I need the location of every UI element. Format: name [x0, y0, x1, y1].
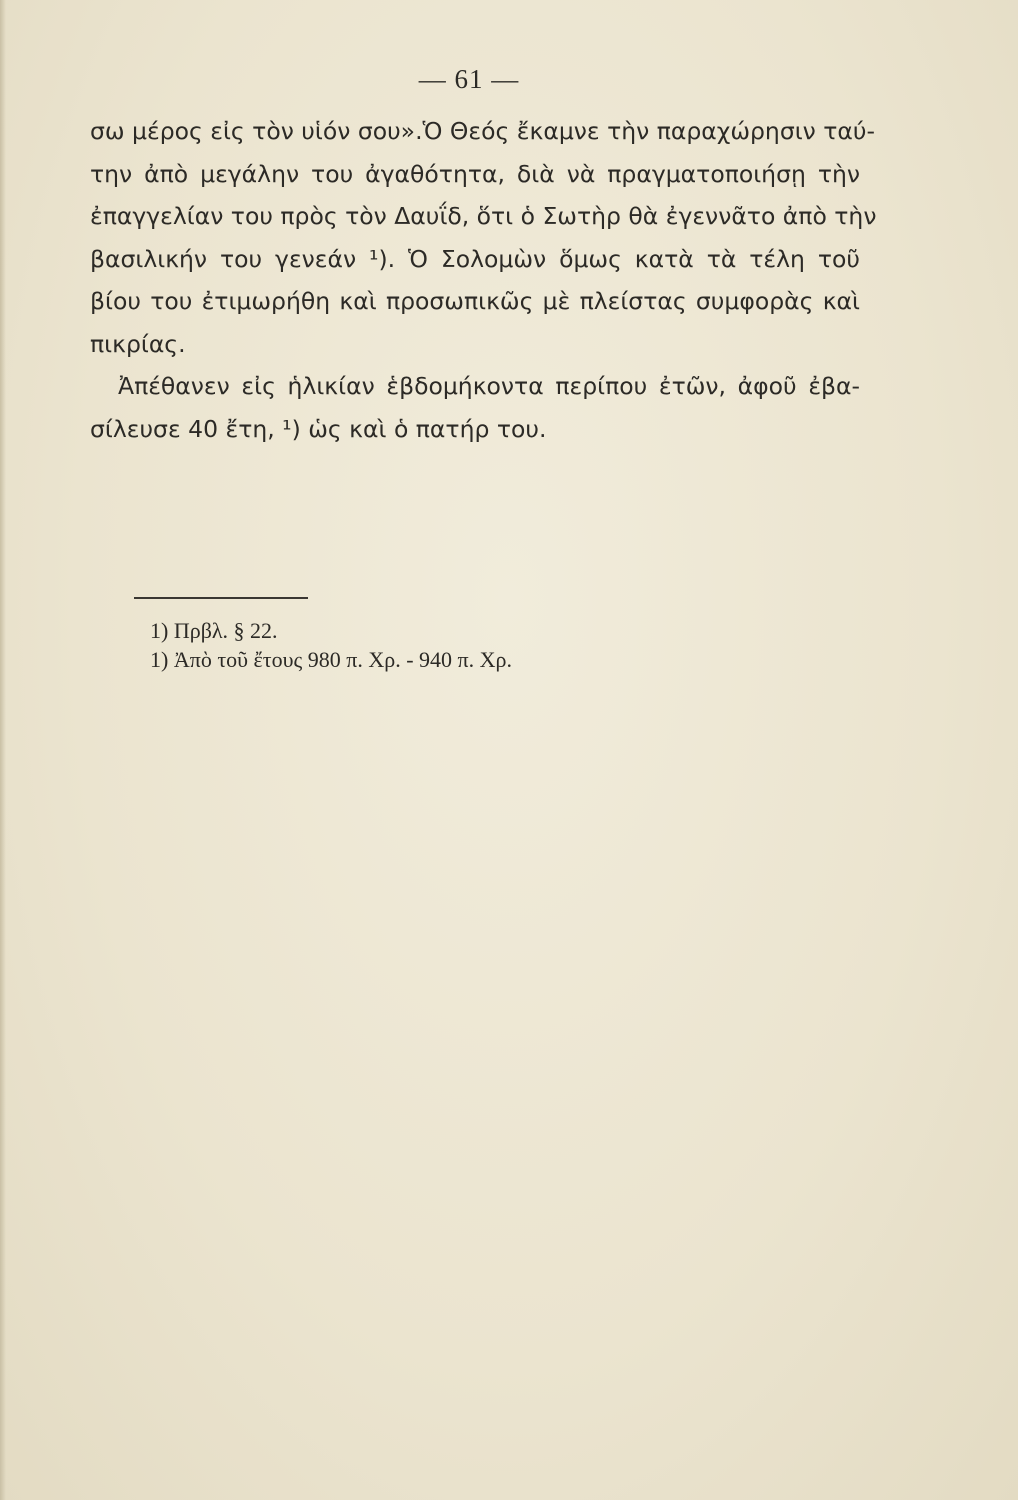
text-line: πικρίας. — [90, 329, 186, 358]
footnote-separator — [134, 597, 308, 599]
footnotes — [150, 616, 512, 674]
text-line: βασιλικήν του γενεάν ¹). Ὁ Σολομὼν ὅμως κατὰ τὰ τέλη τοῦ — [90, 244, 860, 273]
footnote: 1) Πρβλ. § 22. — [150, 618, 278, 643]
text-line: σίλευσε 40 ἔτη, ¹) ὡς καὶ ὁ πατήρ του. — [90, 414, 547, 443]
footnote: 1) Ἀπὸ τοῦ ἔτους 980 π. Χρ. - 940 π. Χρ. — [150, 647, 513, 672]
main-text-block — [90, 110, 877, 450]
page-number: — 61 — — [418, 64, 520, 94]
text-line: σω μέρος εἰς τὸν υἱόν σου».Ὁ Θεός ἔκαμνε τὴν παραχώρησιν ταύ- — [90, 117, 875, 145]
text-line: ἐπαγγελίαν του πρὸς τὸν Δαυΐδ, ὅτι ὁ Σωτὴρ θὰ ἐγεννᾶτο ἀπὸ τὴν — [90, 202, 877, 230]
text-line: Ἀπέθανεν εἰς ἡλικίαν ἑβδομήκοντα περίπου ἐτῶν, ἀφοῦ ἐβα- — [118, 372, 860, 400]
page-edge-shadow — [0, 0, 6, 1500]
text-line: την ἀπὸ μεγάλην του ἀγαθότητα, διὰ νὰ πραγματοποιήσῃ τὴν — [90, 159, 860, 188]
text-line: βίου του ἐτιμωρήθη καὶ προσωπικῶς μὲ πλείστας συμφορὰς καὶ — [90, 287, 860, 315]
